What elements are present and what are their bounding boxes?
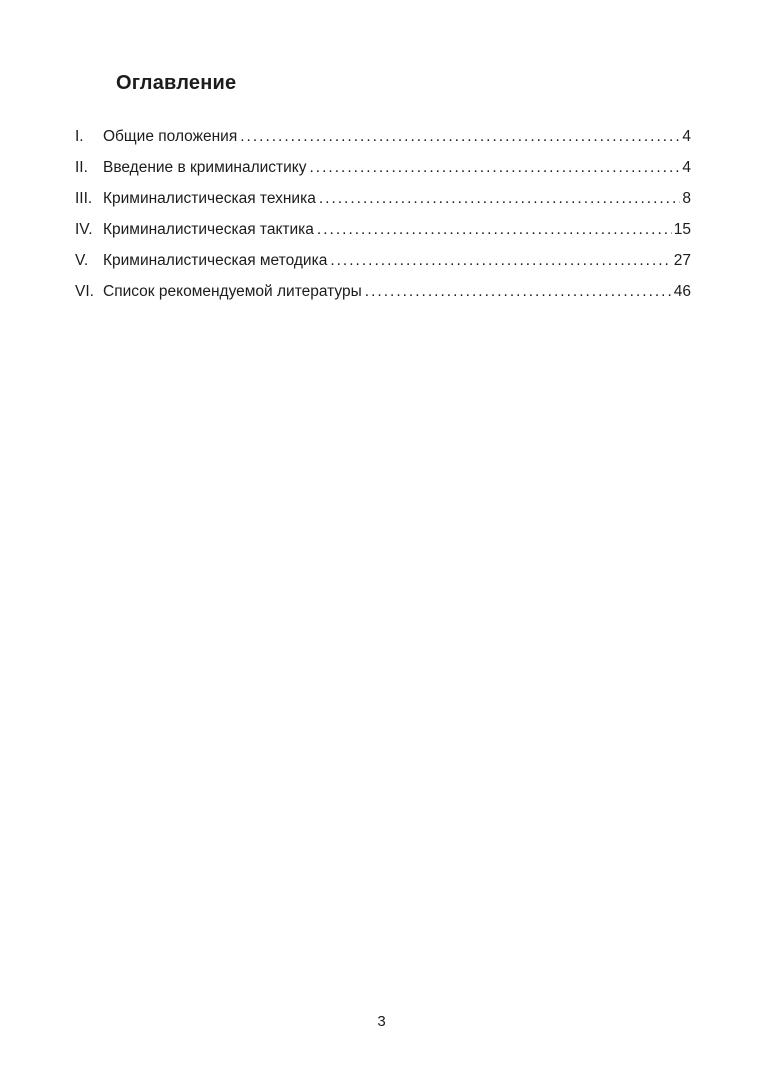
dot-leader: [330, 245, 671, 276]
toc-row: [75, 245, 691, 276]
dot-leader: [319, 183, 681, 214]
toc-entry-label: Криминалистическая техника: [103, 190, 316, 207]
toc-entry-page: 46: [673, 283, 691, 300]
toc-entry-label: Криминалистическая методика: [103, 252, 328, 269]
dot-leader: [310, 152, 681, 183]
toc-entry-numeral: IV.: [75, 221, 93, 238]
toc-entry-label: Криминалистическая тактика: [103, 221, 314, 238]
toc-row: [75, 183, 691, 214]
toc-entry-numeral: I.: [75, 128, 84, 145]
toc-row: [75, 276, 691, 307]
dot-leader: [240, 121, 680, 152]
footer-page-number: 3: [377, 1013, 386, 1030]
toc-entry-numeral: III.: [75, 190, 93, 207]
toc-list: [75, 121, 691, 307]
toc-entry-numeral: V.: [75, 252, 89, 269]
toc-entry-page: 15: [673, 221, 691, 238]
dot-leader: [317, 214, 672, 245]
toc-row: [75, 152, 691, 183]
toc-entry-label: Общие положения: [103, 128, 238, 145]
toc-row: [75, 121, 691, 152]
toc-entry-page: 8: [682, 190, 691, 207]
toc-row: [75, 214, 691, 245]
toc-entry-label: Список рекомендуемой литературы: [103, 283, 362, 300]
toc-entry-page: 27: [673, 252, 691, 269]
toc-entry-page: 4: [682, 159, 691, 176]
toc-entry-numeral: II.: [75, 159, 88, 176]
dot-leader: [365, 276, 672, 307]
page-title: Оглавление: [116, 72, 237, 94]
toc-entry-numeral: VI.: [75, 283, 94, 300]
toc-entry-label: Введение в криминалистику: [103, 159, 307, 176]
toc-entry-page: 4: [682, 128, 691, 145]
